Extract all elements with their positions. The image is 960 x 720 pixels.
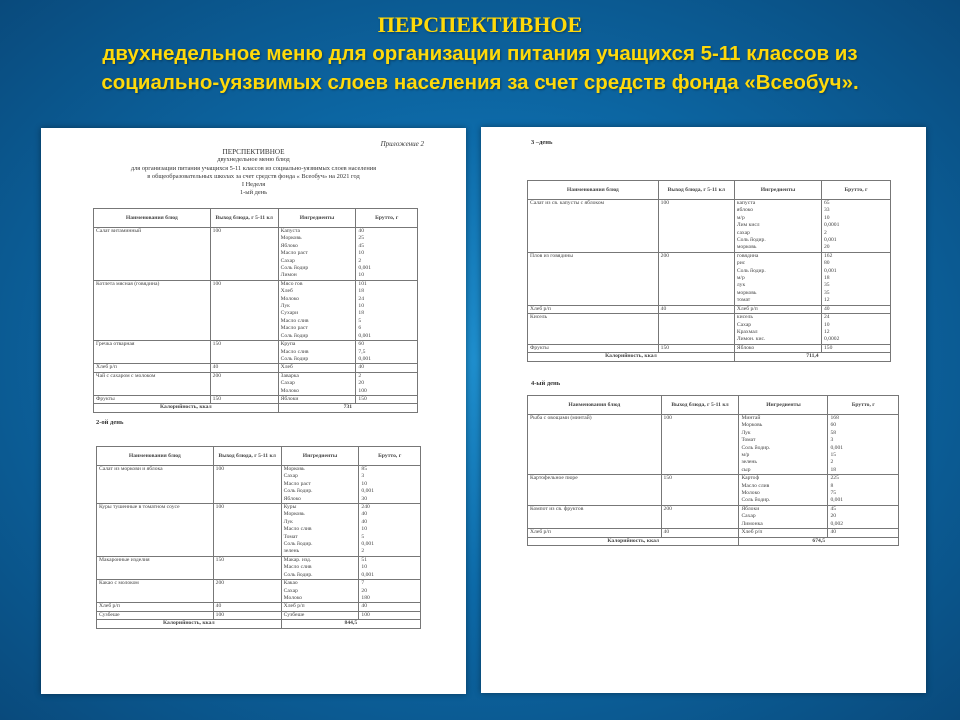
dish-yield: 100: [213, 466, 281, 504]
ingredient-gross: 100: [356, 388, 418, 396]
table-header-row: [528, 396, 899, 415]
dish-name: Салат из моркови и яблока: [97, 466, 214, 504]
ingredient-gross: 3: [828, 437, 899, 444]
col-name-header: Наименования блюд: [528, 181, 659, 200]
doc-head-line-2: двухнедельное меню блюд: [217, 156, 290, 164]
ingredient-name: Соль йодир.: [281, 541, 359, 548]
ingredient-name: сахар: [734, 230, 821, 237]
ingredient-gross: 18: [828, 467, 899, 475]
document-header: [41, 148, 466, 198]
ingredient-name: Сахар: [278, 258, 356, 265]
ingredient-gross: 5: [359, 534, 421, 541]
ingredient-gross: 60: [828, 422, 899, 429]
ingredient-gross: 0,001: [359, 541, 421, 548]
ingredient-gross: 12: [822, 297, 891, 305]
doc-head-line-1: ПЕРСПЕКТИВНОЕ: [222, 148, 285, 156]
ingredient-gross: 40: [359, 519, 421, 526]
dish-yield: 100: [661, 415, 739, 475]
ingredient-name: морковь: [734, 290, 821, 297]
ingredient-gross: 18: [822, 275, 891, 282]
ingredient-gross: 40: [359, 603, 421, 611]
ingredient-gross: 10: [822, 322, 891, 329]
table-row: [528, 475, 899, 483]
ingredient-gross: 85: [359, 466, 421, 474]
ingredient-gross: 60: [356, 341, 418, 349]
doc-head-line-3: для организации питания учащихся 5-11 классов из социально-уязвимых слоев населения: [130, 164, 377, 172]
ingredient-gross: 101: [356, 280, 418, 288]
ingredient-name: Морковь: [281, 511, 359, 518]
ingredient-gross: 2: [356, 258, 418, 265]
ingredient-gross: 40: [356, 228, 418, 236]
col-name-header: Наименования блюд: [97, 447, 214, 466]
ingredient-gross: 18: [356, 310, 418, 317]
calorie-label: Калорийность, ккал: [528, 353, 735, 361]
ingredient-gross: 2: [822, 230, 891, 237]
ingredient-gross: 10: [356, 250, 418, 257]
document-page-left: [41, 128, 466, 694]
ingredient-name: Лук: [281, 519, 359, 526]
dish-name: Чай с сахаром с молоком: [94, 372, 211, 395]
ingredient-gross: 6: [356, 325, 418, 332]
table-row: [528, 314, 891, 322]
ingredient-gross: 30: [359, 496, 421, 504]
dish-name: Хлеб р/п: [528, 529, 662, 537]
menu-table-day-3: [527, 180, 891, 362]
ingredient-name: Лимон. кис.: [734, 336, 821, 344]
dish-name: Кисель: [528, 314, 659, 345]
ingredient-name: зелень: [281, 548, 359, 556]
dish-yield: 200: [661, 505, 739, 528]
ingredient-gross: 20: [356, 380, 418, 387]
dish-yield: 200: [210, 372, 278, 395]
day-label-2: 2-ой день: [96, 419, 124, 426]
ingredient-name: Яблоки: [278, 395, 356, 403]
ingredient-gross: 10: [359, 564, 421, 571]
dish-yield: 40: [213, 603, 281, 611]
ingredient-name: сыр: [739, 467, 828, 475]
ingredient-gross: 80: [822, 260, 891, 267]
ingredient-gross: 0,001: [356, 356, 418, 364]
dish-yield: 100: [210, 228, 278, 281]
table-row: [97, 466, 421, 474]
dish-name: Фрукты: [94, 395, 211, 403]
ingredient-name: Макар. изд.: [281, 556, 359, 564]
table-row: [528, 505, 899, 513]
day-label-3: 3 –день: [531, 139, 553, 146]
ingredient-name: Лимонка: [739, 521, 828, 529]
ingredient-gross: 3: [359, 473, 421, 480]
ingredient-name: Яблоко: [281, 496, 359, 504]
ingredient-name: Масло слив: [278, 318, 356, 325]
dish-name: Рыба с овощами (минтай): [528, 415, 662, 475]
ingredient-gross: 24: [822, 314, 891, 322]
dish-yield: 150: [661, 475, 739, 506]
dish-yield: 200: [658, 252, 734, 305]
col-ingredients-header: Ингредиенты: [281, 447, 359, 466]
ingredient-name: капуста: [734, 200, 821, 208]
ingredient-name: Масло раст: [281, 481, 359, 488]
annex-label: Приложение 2: [380, 140, 424, 148]
ingredient-gross: 7,5: [356, 349, 418, 356]
ingredient-name: Морковь: [281, 466, 359, 474]
ingredient-gross: 15: [828, 452, 899, 459]
ingredient-name: яблоко: [734, 207, 821, 214]
ingredient-gross: 0,002: [828, 521, 899, 529]
ingredient-name: Хлеб р/п: [281, 603, 359, 611]
ingredient-name: Яблоки: [739, 505, 828, 513]
document-page-right: [481, 127, 926, 693]
table-header-row: [528, 181, 891, 200]
calorie-label: Калорийность, ккал: [97, 620, 282, 628]
ingredient-name: Мясо гов: [278, 280, 356, 288]
dish-yield: 200: [213, 580, 281, 603]
dish-name: Сузбеше: [97, 611, 214, 619]
ingredient-name: Крупа: [278, 341, 356, 349]
ingredient-gross: 0,001: [356, 333, 418, 341]
ingredient-name: Хлеб р/п: [734, 305, 821, 313]
ingredient-gross: 225: [828, 475, 899, 483]
ingredient-gross: 0,001: [828, 445, 899, 452]
dish-name: Хлеб р/п: [94, 364, 211, 372]
ingredient-name: Молоко: [278, 296, 356, 303]
ingredient-name: Капуста: [278, 228, 356, 236]
ingredient-name: Морковь: [739, 422, 828, 429]
dish-name: Куры тушенные в томатном соусе: [97, 504, 214, 557]
ingredient-gross: 20: [822, 244, 891, 252]
ingredient-gross: 20: [828, 513, 899, 520]
calorie-total-row: [97, 620, 421, 628]
ingredient-name: Соль йодир: [278, 333, 356, 341]
calorie-value: 674,5: [739, 537, 899, 545]
ingredient-gross: 75: [828, 490, 899, 497]
ingredient-name: Соль йодир: [278, 356, 356, 364]
ingredient-name: Масло слив: [281, 526, 359, 533]
table-row: [94, 280, 418, 288]
ingredient-name: Соль йодир.: [734, 268, 821, 275]
dish-name: Картофельное пюре: [528, 475, 662, 506]
table-header-row: [97, 447, 421, 466]
dish-yield: 40: [658, 305, 734, 313]
ingredient-name: лук: [734, 282, 821, 289]
ingredient-gross: 10: [359, 481, 421, 488]
ingredient-gross: 8: [828, 483, 899, 490]
ingredient-gross: 24: [356, 296, 418, 303]
col-gross-header: Брутто, г: [356, 209, 418, 228]
ingredient-gross: 0,0002: [822, 336, 891, 344]
ingredient-name: Хлеб: [278, 288, 356, 295]
ingredient-name: рис: [734, 260, 821, 267]
dish-name: Плов из говядины: [528, 252, 659, 305]
ingredient-name: м/р: [734, 215, 821, 222]
calorie-total-row: [528, 353, 891, 361]
dish-yield: [658, 314, 734, 345]
menu-table-day-4: [527, 395, 899, 546]
ingredient-gross: 0,001: [828, 497, 899, 505]
ingredient-gross: 40: [359, 511, 421, 518]
dish-yield: 100: [210, 280, 278, 340]
table-row: [94, 228, 418, 236]
ingredient-gross: 5: [356, 318, 418, 325]
table-row: [97, 580, 421, 588]
ingredient-name: Сахар: [278, 380, 356, 387]
ingredient-gross: 35: [822, 282, 891, 289]
table-row: [97, 504, 421, 512]
ingredient-gross: 0,0001: [822, 222, 891, 229]
menu-table-day-2: [96, 446, 421, 629]
ingredient-gross: 40: [356, 364, 418, 372]
ingredient-gross: 25: [356, 235, 418, 242]
ingredient-gross: 2: [356, 372, 418, 380]
ingredient-name: м/р: [739, 452, 828, 459]
ingredient-name: Молоко: [739, 490, 828, 497]
dish-name: Хлеб р/п: [97, 603, 214, 611]
calorie-label: Калорийность, ккал: [528, 537, 739, 545]
ingredient-gross: 12: [822, 329, 891, 336]
ingredient-name: Соль йодир.: [739, 497, 828, 505]
ingredient-name: Хлеб: [278, 364, 356, 372]
ingredient-gross: 65: [822, 200, 891, 208]
dish-yield: 150: [213, 556, 281, 579]
col-name-header: Наименования блюд: [94, 209, 211, 228]
ingredient-name: Томат: [739, 437, 828, 444]
doc-head-line-6: 1-ый день: [239, 189, 268, 197]
dish-name: Салат из св. капусты с яблоком: [528, 200, 659, 253]
dish-yield: 40: [661, 529, 739, 537]
slide-title-line-1: ПЕРСПЕКТИВНОЕ: [377, 12, 583, 37]
ingredient-name: Соль йодир.: [281, 488, 359, 495]
table-row: [94, 364, 418, 372]
dish-name: Котлета мясная (говядина): [94, 280, 211, 340]
ingredient-name: Лук: [278, 303, 356, 310]
ingredient-gross: 33: [822, 207, 891, 214]
ingredient-name: Заварка: [278, 372, 356, 380]
ingredient-name: Масло слив: [278, 349, 356, 356]
col-name-header: Наименования блюд: [528, 396, 662, 415]
ingredient-name: Соль йодир.: [281, 572, 359, 580]
dish-name: Салат витаминный: [94, 228, 211, 281]
ingredient-name: Масло раст: [278, 250, 356, 257]
ingredient-gross: 40: [828, 529, 899, 537]
dish-yield: 150: [210, 341, 278, 364]
ingredient-gross: 180: [359, 595, 421, 603]
slide-title-line-2: двухнедельное меню для организации питания учащихся 5-11 классов из: [102, 42, 858, 65]
col-ingredients-header: Ингредиенты: [739, 396, 828, 415]
dish-yield: 100: [213, 504, 281, 557]
calorie-value: 731: [278, 404, 417, 412]
slide-title: [0, 10, 960, 97]
ingredient-name: Лим кисл: [734, 222, 821, 229]
ingredient-name: томат: [734, 297, 821, 305]
ingredient-name: Лук: [739, 430, 828, 437]
ingredient-name: Лимон: [278, 272, 356, 280]
ingredient-name: Молоко: [281, 595, 359, 603]
calorie-label: Калорийность, ккал: [94, 404, 279, 412]
dish-name: Компот из св. фруктов: [528, 505, 662, 528]
dish-yield: 150: [210, 395, 278, 403]
ingredient-name: Картоф: [739, 475, 828, 483]
ingredient-name: Молоко: [278, 388, 356, 396]
ingredient-name: Сузбеше: [281, 611, 359, 619]
col-gross-header: Брутто, г: [828, 396, 899, 415]
ingredient-gross: 45: [828, 505, 899, 513]
doc-head-line-4: в общеобразовательных школах за счет средств фонда « Всеобуч» на 2021 год: [147, 172, 360, 180]
dish-yield: 40: [210, 364, 278, 372]
ingredient-gross: 10: [356, 272, 418, 280]
dish-name: Макаронные изделия: [97, 556, 214, 579]
ingredient-gross: 150: [822, 344, 891, 352]
table-row: [94, 341, 418, 349]
dish-name: Хлеб р/п: [528, 305, 659, 313]
table-row: [528, 305, 891, 313]
col-yield-header: Выход блюда, г 5-11 кл: [210, 209, 278, 228]
menu-table-day-1: [93, 208, 418, 413]
ingredient-gross: 162: [822, 252, 891, 260]
dish-yield: 150: [658, 344, 734, 352]
ingredient-gross: 18: [356, 288, 418, 295]
ingredient-name: Какао: [281, 580, 359, 588]
doc-head-line-5: I Неделя: [241, 181, 266, 189]
ingredient-gross: 51: [359, 556, 421, 564]
ingredient-gross: 40: [822, 305, 891, 313]
col-yield-header: Выход блюда, г 5-11 кл: [661, 396, 739, 415]
col-gross-header: Брутто, г: [822, 181, 891, 200]
ingredient-gross: 0,001: [822, 237, 891, 244]
calorie-value: 711,4: [734, 353, 890, 361]
ingredient-gross: 2: [828, 459, 899, 466]
ingredient-gross: 240: [359, 504, 421, 512]
table-row: [97, 603, 421, 611]
calorie-value: 844,5: [281, 620, 420, 628]
dish-name: Гречка отварная: [94, 341, 211, 364]
ingredient-gross: 10: [359, 526, 421, 533]
ingredient-name: Яблоко: [278, 243, 356, 250]
ingredient-name: Яблоко: [734, 344, 821, 352]
ingredient-gross: 35: [822, 290, 891, 297]
ingredient-gross: 168: [828, 415, 899, 423]
col-gross-header: Брутто, г: [359, 447, 421, 466]
ingredient-name: Сахар: [281, 588, 359, 595]
ingredient-name: Томат: [281, 534, 359, 541]
ingredient-name: Соль йодир: [278, 265, 356, 272]
ingredient-name: Соль йодир.: [734, 237, 821, 244]
col-ingredients-header: Ингредиенты: [734, 181, 821, 200]
ingredient-name: говядина: [734, 252, 821, 260]
ingredient-name: Сахар: [734, 322, 821, 329]
dish-name: Фрукты: [528, 344, 659, 352]
calorie-total-row: [528, 537, 899, 545]
ingredient-gross: 0,001: [359, 572, 421, 580]
ingredient-name: Соль йодир.: [739, 445, 828, 452]
ingredient-gross: 45: [356, 243, 418, 250]
table-row: [528, 252, 891, 260]
ingredient-name: Сахар: [281, 473, 359, 480]
ingredient-name: Масло слив: [281, 564, 359, 571]
table-row: [528, 415, 899, 423]
table-row: [528, 529, 899, 537]
ingredient-gross: 0,001: [359, 488, 421, 495]
ingredient-name: Крахмал: [734, 329, 821, 336]
dish-yield: 100: [213, 611, 281, 619]
ingredient-gross: 10: [822, 215, 891, 222]
ingredient-gross: 20: [359, 588, 421, 595]
ingredient-name: зелень: [739, 459, 828, 466]
ingredient-name: Морковь: [278, 235, 356, 242]
ingredient-name: Куры: [281, 504, 359, 512]
ingredient-name: Хлеб р/п: [739, 529, 828, 537]
table-row: [94, 395, 418, 403]
table-row: [528, 200, 891, 208]
ingredient-gross: 7: [359, 580, 421, 588]
table-header-row: [94, 209, 418, 228]
ingredient-name: Сухари: [278, 310, 356, 317]
table-row: [94, 372, 418, 380]
table-row: [528, 344, 891, 352]
calorie-total-row: [94, 404, 418, 412]
slide-title-line-3: социально-уязвимых слоев населения за счет средств фонда «Всеобуч».: [101, 71, 859, 94]
ingredient-name: Сахар: [739, 513, 828, 520]
dish-name: Какао с молоком: [97, 580, 214, 603]
ingredient-gross: 100: [359, 611, 421, 619]
dish-yield: 100: [658, 200, 734, 253]
ingredient-name: Масло раст: [278, 325, 356, 332]
table-row: [97, 611, 421, 619]
ingredient-gross: 0,001: [822, 268, 891, 275]
ingredient-gross: 10: [356, 303, 418, 310]
col-yield-header: Выход блюда, г 5-11 кл: [658, 181, 734, 200]
ingredient-name: кисель: [734, 314, 821, 322]
ingredient-name: Масло слив: [739, 483, 828, 490]
ingredient-name: м/р: [734, 275, 821, 282]
ingredient-gross: 150: [356, 395, 418, 403]
ingredient-gross: 2: [359, 548, 421, 556]
ingredient-name: морковь: [734, 244, 821, 252]
ingredient-name: Минтай: [739, 415, 828, 423]
col-ingredients-header: Ингредиенты: [278, 209, 356, 228]
day-label-4: 4-ый день: [531, 380, 561, 387]
ingredient-gross: 0,001: [356, 265, 418, 272]
col-yield-header: Выход блюда, г 5-11 кл: [213, 447, 281, 466]
table-row: [97, 556, 421, 564]
ingredient-gross: 58: [828, 430, 899, 437]
